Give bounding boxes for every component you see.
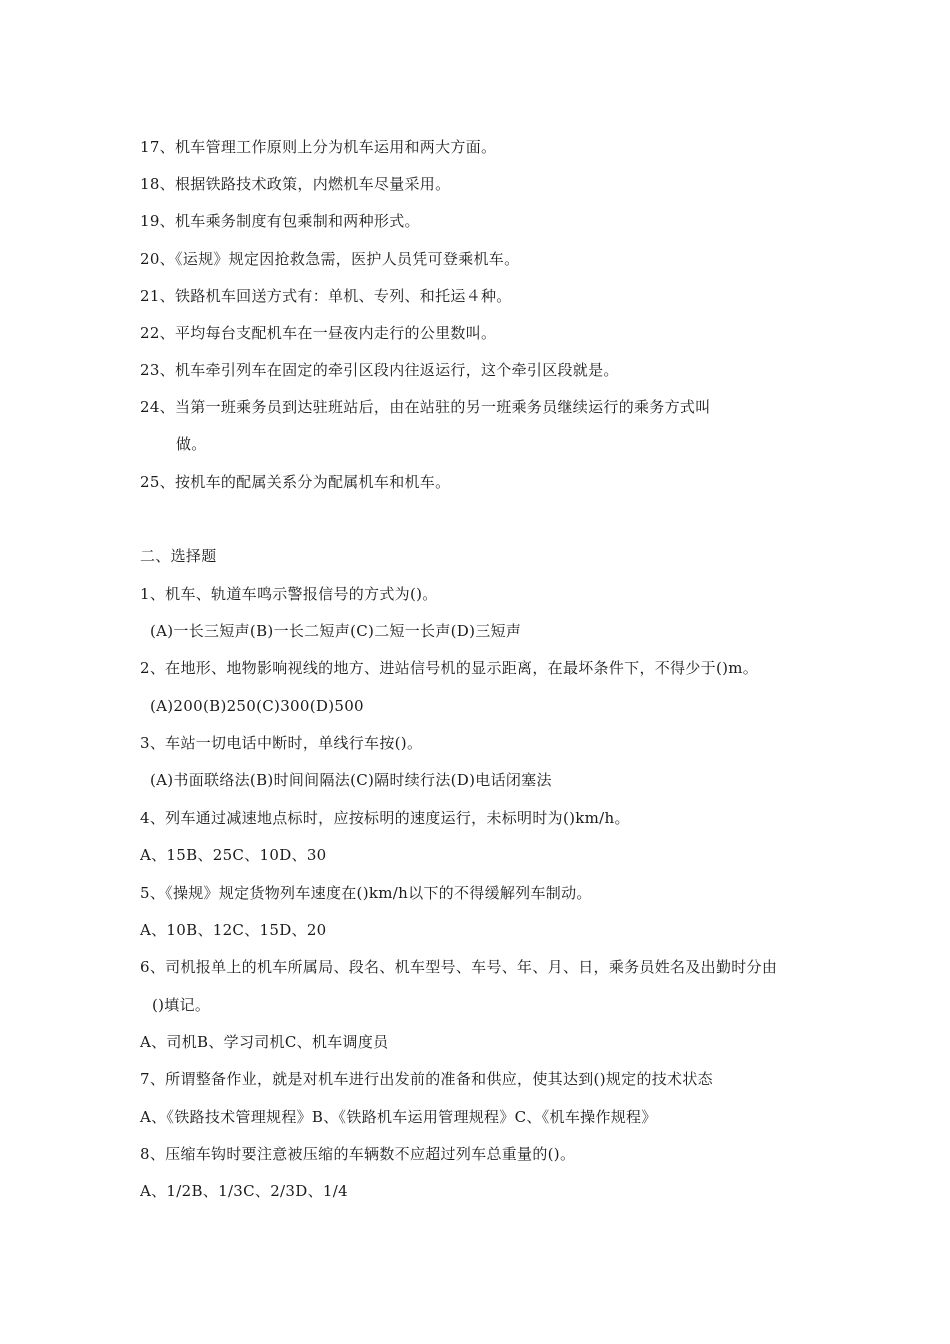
choice-options-8: A、1/2B、1/3C、2/3D、1/4 <box>140 1182 348 1200</box>
choice-options-3: (A)书面联络法(B)时间间隔法(C)隔时续行法(D)电话闭塞法 <box>150 771 552 789</box>
question-24: 24、当第一班乘务员到达驻班站后，由在站驻的另一班乘务员继续运行的乘务方式叫 <box>140 398 711 416</box>
question-21: 21、铁路机车回送方式有：单机、专列、和托运４种。 <box>140 287 512 305</box>
choice-question-2: 2、在地形、地物影响视线的地方、进站信号机的显示距离，在最坏条件下，不得少于()m。 <box>140 659 759 677</box>
question-23: 23、机车牵引列车在固定的牵引区段内往返运行，这个牵引区段就是。 <box>140 361 619 379</box>
choice-question-4: 4、列车通过减速地点标时，应按标明的速度运行，未标明时为()km/h。 <box>140 809 630 827</box>
choice-question-7: 7、所谓整备作业，就是对机车进行出发前的准备和供应，使其达到()规定的技术状态 <box>140 1070 713 1088</box>
choice-question-5: 5、《操规》规定货物列车速度在()km/h以下的不得缓解列车制动。 <box>140 884 592 902</box>
choice-options-4: A、15B、25C、10D、30 <box>140 846 327 864</box>
choice-options-1: (A)一长三短声(B)一长二短声(C)二短一长声(D)三短声 <box>150 622 522 640</box>
choice-question-3: 3、车站一切电话中断时，单线行车按()。 <box>140 734 423 752</box>
choice-question-6-continuation: ()填记。 <box>152 996 211 1014</box>
choice-options-2: (A)200(B)250(C)300(D)500 <box>150 697 364 715</box>
choice-question-8: 8、压缩车钩时要注意被压缩的车辆数不应超过列车总重量的()。 <box>140 1145 576 1163</box>
choice-question-1: 1、机车、轨道车鸣示警报信号的方式为()。 <box>140 585 438 603</box>
section-heading-choice: 二、选择题 <box>140 547 217 565</box>
question-18: 18、根据铁路技术政策，内燃机车尽量采用。 <box>140 175 451 193</box>
question-24-continuation: 做。 <box>176 435 207 453</box>
choice-options-6: A、司机B、学习司机C、机车调度员 <box>140 1033 389 1051</box>
question-20: 20、《运规》规定因抢救急需，医护人员凭可登乘机车。 <box>140 250 520 268</box>
choice-options-7: A、《铁路技术管理规程》B、《铁路机车运用管理规程》C、《机车操作规程》 <box>140 1108 657 1126</box>
question-22: 22、平均每台支配机车在一昼夜内走行的公里数叫。 <box>140 324 497 342</box>
question-17: 17、机车管理工作原则上分为机车运用和两大方面。 <box>140 138 497 156</box>
question-25: 25、按机车的配属关系分为配属机车和机车。 <box>140 473 451 491</box>
choice-question-6: 6、司机报单上的机车所属局、段名、机车型号、车号、年、月、日，乘务员姓名及出勤时分由 <box>140 958 778 976</box>
question-19: 19、机车乘务制度有包乘制和两种形式。 <box>140 212 420 230</box>
choice-options-5: A、10B、12C、15D、20 <box>140 921 327 939</box>
